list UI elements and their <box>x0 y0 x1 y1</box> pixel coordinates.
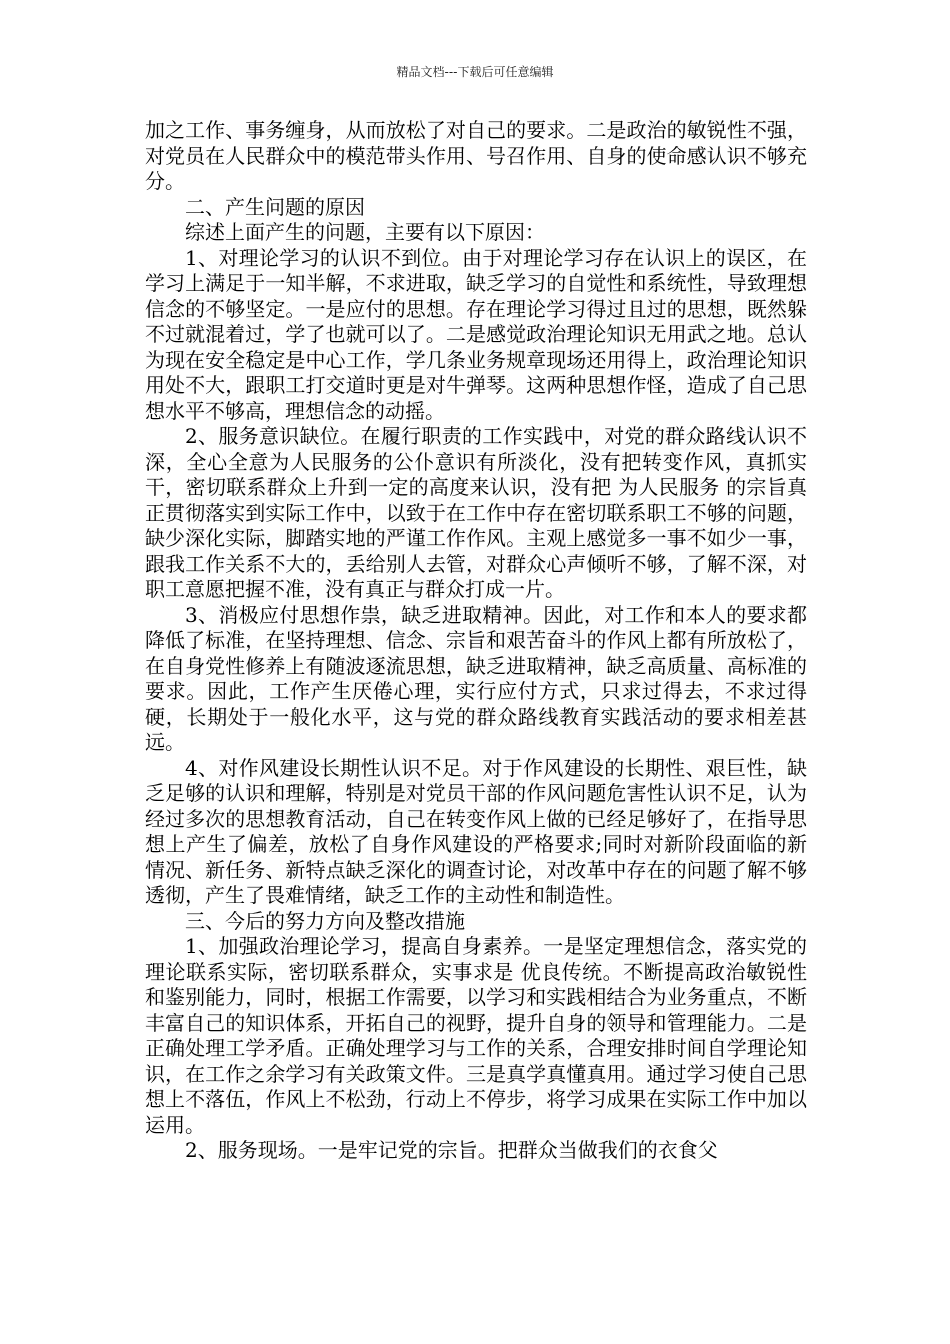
paragraph-continuation: 加之工作、事务缠身，从而放松了对自己的要求。二是政治的敏锐性不强，对党员在人民群众中的模范带头作用、号召作用、自身的使命感认识不够充分。 <box>145 118 807 193</box>
paragraph-measure-1: 1、加强政治理论学习，提高自身素养。一是坚定理想信念，落实党的 理论联系实际，密切联系群众，实事求是 优良传统。不断提高政治敏锐性和鉴别能力，同时，根据工作需要，以学习和实践相结合为业务重点，不断丰富自己的知识体系，开拓自己的视野，提升自身的领导和管理能力。二是正确处理工学矛盾。正确处理学习与工作的关系，合理安排时间自学理论知识，在工作之余学习有关政策文件。三是真学真懂真用。通过学习使自己思想上不落伍，作风上不松劲，行动上不停步，将学习成果在实际工作中加以运用。 <box>145 934 807 1137</box>
paragraph-cause-4: 4、对作风建设长期性认识不足。对于作风建设的长期性、艰巨性，缺乏足够的认识和理解，特别是对党员干部的作风问题危害性认识不足，认为经过多次的思想教育活动，自己在转变作风上做的已经足够好了，在指导思想上产生了偏差，放松了自身作风建设的严格要求;同时对新阶段面临的新情况、新任务、新特点缺乏深化的调查讨论，对改革中存在的问题了解不够透彻，产生了畏难情绪，缺乏工作的主动性和制造性。 <box>145 755 807 907</box>
paragraph-measure-2: 2、服务现场。一是牢记党的宗旨。把群众当做我们的衣食父 <box>185 1138 718 1162</box>
paragraph-cause-2: 2、服务意识缺位。在履行职责的工作实践中，对党的群众路线认识不深，全心全意为人民服务的公仆意识有所淡化，没有把转变作风，真抓实干，密切联系群众上升到一定的高度来认识，没有把 为人民服务 的宗旨真正贯彻落实到实际工作中，以致于在工作中存在密切联系职工不够的问题，缺少深化实际，脚踏实地的严谨工作作风。主观上感觉多一事不如少一事，跟我工作关系不大的，丢给别人去管，对群众心声倾听不够，了解不深，对职工意愿把握不准，没有真正与群众打成一片。 <box>145 424 807 601</box>
paragraph-summary: 综述上面产生的问题，主要有以下原因： <box>185 220 545 244</box>
section-heading-causes: 二、产生问题的原因 <box>185 194 365 219</box>
page-header: 精品文档---下载后可任意编辑 <box>396 65 554 79</box>
paragraph-cause-3: 3、消极应付思想作祟，缺乏进取精神。因此，对工作和本人的要求都降低了标准，在坚持理想、信念、宗旨和艰苦奋斗的作风上都有所放松了，在自身党性修养上有随波逐流思想，缺乏进取精神，缺乏高质量、高标准的要求。因此，工作产生厌倦心理，实行应付方式，只求过得去，不求过得硬，长期处于一般化水平，这与党的群众路线教育实践活动的要求相差甚远。 <box>145 602 807 754</box>
document-body <box>145 118 807 1164</box>
section-heading-measures: 三、今后的努力方向及整改措施 <box>185 908 465 933</box>
paragraph-cause-1: 1、对理论学习的认识不到位。由于对理论学习存在认识上的误区，在学习上满足于一知半解，不求进取，缺乏学习的自觉性和系统性，导致理想信念的不够坚定。一是应付的思想。存在理论学习得过且过的思想，既然躲不过就混着过，学了也就可以了。二是感觉政治理论知识无用武之地。总认为现在安全稳定是中心工作，学几条业务规章现场还用得上，政治理论知识用处不大，跟职工打交道时更是对牛弹琴。这两种思想作怪，造成了自己思想水平不够高，理想信念的动摇。 <box>145 245 807 423</box>
